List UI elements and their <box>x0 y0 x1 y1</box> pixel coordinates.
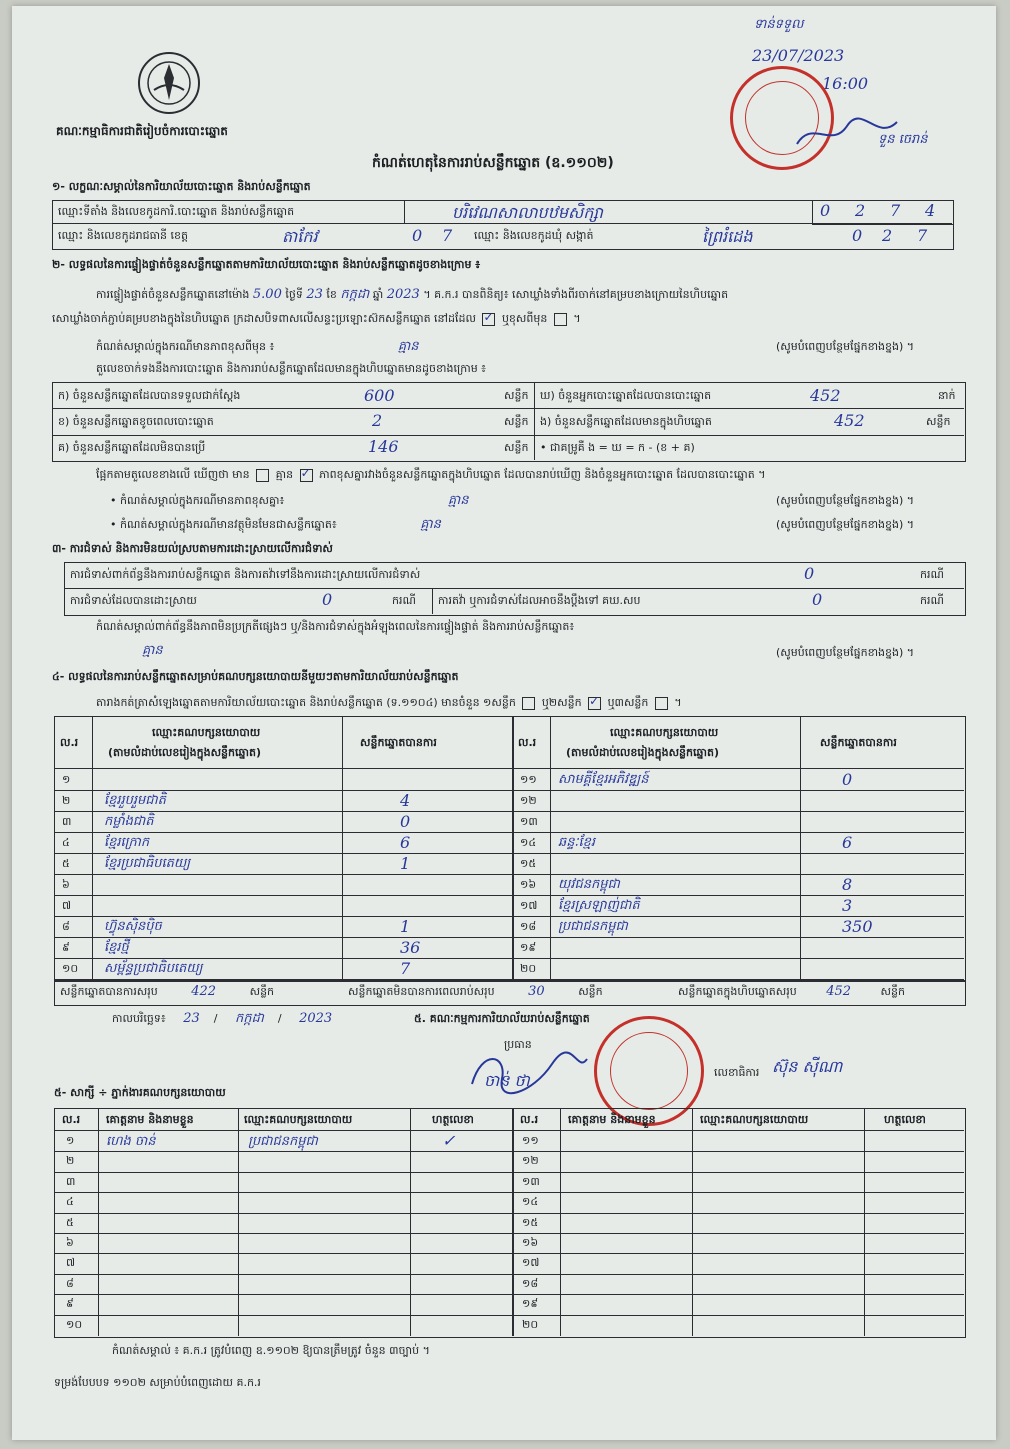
table-row-divider <box>514 895 964 896</box>
table-row-divider <box>514 1172 964 1173</box>
section4-heading: ៤- លទ្ធផលនៃការរាប់សន្លឹកឆ្នោតសម្រាប់គណបក្សនយោបាយនីមួយៗតាមការិយាល័យរាប់សន្លឹកឆ្នោត <box>52 670 459 683</box>
difference-note-line: កំណត់សម្គាល់ក្នុងករណីមានភាពខុសពីមុន ៖ គ្មាន <box>96 339 419 354</box>
table-row-divider <box>514 1192 964 1193</box>
row-number: ១៤ <box>520 836 537 849</box>
received-ballots-label: ក) ចំនួនសន្លឹកឆ្នោតដែលបានទទួលជាក់ស្ដែង <box>58 389 241 402</box>
party-name: សាមគ្គីខ្មែរអភិវឌ្ឍន៍ <box>558 772 649 787</box>
row-number: ៥ <box>62 857 70 870</box>
commission-name: គណៈកម្មាធិការជាតិរៀបចំការបោះឆ្នោត <box>56 124 228 138</box>
witness-table <box>54 1108 966 1338</box>
table-row-divider <box>54 874 512 875</box>
row-number: ១៤ <box>522 1195 539 1209</box>
irregularity-value: គ្មាន <box>142 643 163 658</box>
table-row-divider <box>514 1253 964 1254</box>
voters-label: ឃ) ចំនួនអ្នកបោះឆ្នោតដែលបានបោះឆ្នោត <box>540 389 712 402</box>
party-votes: 3 <box>842 896 853 915</box>
received-time: 16:00 <box>822 74 869 93</box>
spoiled-ballots-value: 2 <box>372 411 383 430</box>
form-code: ទម្រង់បែបបទ ១១០២ សម្រាប់បំពេញដោយ គ.ក.រ <box>54 1376 261 1389</box>
row-number: ៦ <box>66 1236 74 1249</box>
party-name: កម្លាំងជាតិ <box>104 814 154 829</box>
table-row-divider <box>54 958 512 959</box>
section3-heading: ៣- ការជំទាស់ និងការមិនយល់ស្របតាមការដោះស្រាយលើការជំទាស់ <box>52 542 333 555</box>
row-number: ១៩ <box>522 1297 539 1311</box>
party-votes: 7 <box>400 959 411 978</box>
province-value: តាកែវ <box>282 227 318 246</box>
table-row-divider <box>54 1213 512 1214</box>
table-row-divider <box>514 853 964 854</box>
total-valid: សន្លឹកឆ្នោតបានការសរុប 422 សន្លឹក <box>60 984 275 999</box>
received-note: ទាន់ទទួល <box>754 17 804 32</box>
row-number: ៨ <box>62 920 70 933</box>
commune-code-1: 2 <box>882 226 893 245</box>
table-row-divider <box>54 1294 512 1295</box>
polling-station-value: បរិវេណសាលាបឋមសិក្សា <box>452 203 604 222</box>
party-name: ហ៊្វុនស៊ិនប៉ិច <box>104 919 162 934</box>
three-sheets-checkbox[interactable] <box>655 697 668 710</box>
compare-line: ផ្អែកតាមតួលេខខាងលើ ឃើញថា មាន គ្មាន ✓ ភាពខុសគ្នារវាងចំនួនសន្លឹកឆ្នោតក្នុងហិបឆ្នោត ដែលបានរាប់ឃើញ និងចំនួនអ្នកបោះឆ្នោត ដែលបានបោះឆ្នោត ។ <box>96 468 765 482</box>
made-date: កាលបរិច្ឆេទ៖ 23 / កក្កដា / 2023 <box>112 1011 333 1026</box>
party-name: ខ្មែរប្រជាធិបតេយ្យ <box>104 856 191 871</box>
box-ballots-value: 452 <box>834 411 865 430</box>
objections-value: 0 <box>804 564 815 583</box>
party-votes: 0 <box>842 770 853 789</box>
row-number: ៨ <box>66 1276 74 1290</box>
province-code-1: 7 <box>442 226 453 245</box>
chair-signature: ចាន់ ថា <box>484 1071 530 1090</box>
table-row-divider <box>54 790 512 791</box>
row-number: ១០ <box>66 1317 83 1331</box>
row-number: ៦ <box>62 878 70 891</box>
province-label: ឈ្មោះ និងលេខកូដរាជធានី ខេត្ត <box>58 229 188 242</box>
formula: • ជាគម្រូគឺ ង = ឃ = ក - (ខ + គ) <box>540 441 695 454</box>
secretary-label: លេខាធិការ <box>714 1066 760 1079</box>
row-number: ១៧ <box>522 1256 540 1270</box>
row-number: ១ <box>66 1134 75 1147</box>
table-row-divider <box>54 1233 512 1234</box>
commune-code-0: 0 <box>852 226 863 245</box>
party-votes: 8 <box>842 875 853 894</box>
row-number: ១៨ <box>522 1276 539 1290</box>
resolved-value: 0 <box>322 590 333 609</box>
table-row-divider <box>54 1274 512 1275</box>
table-row-divider <box>514 1274 964 1275</box>
table-row-divider <box>514 832 964 833</box>
page-title: កំណត់ហេតុនៃការរាប់សន្លឹកឆ្នោត (ឧ.១១០២) <box>372 155 614 171</box>
row-number: ៣ <box>62 815 72 828</box>
row-number: ៩ <box>62 941 70 954</box>
party-name: ឆន្ទៈខ្មែរ <box>558 835 595 850</box>
no-difference-checkbox[interactable] <box>300 469 313 482</box>
row-number: ១ <box>62 773 71 786</box>
table-row-divider <box>54 937 512 938</box>
table-row-divider <box>54 1192 512 1193</box>
row-number: ៤ <box>66 1195 74 1209</box>
has-difference-checkbox[interactable] <box>256 469 269 482</box>
table-row-divider <box>514 811 964 812</box>
table-row-divider <box>514 1213 964 1214</box>
fill-note-1: (សូមបំពេញបន្ថែមផ្នែកខាងខ្នង) ។ <box>776 340 915 353</box>
section2-heading: ២- លទ្ធផលនៃការផ្ទៀងផ្ទាត់ចំនួនសន្លឹកឆ្នោតតាមការិយាល័យបោះឆ្នោត និងរាប់សន្លឹកឆ្នោតដូចខាងក្រោម ៖ <box>52 258 481 271</box>
row-number: ១៧ <box>520 899 538 912</box>
voters-value: 452 <box>810 386 841 405</box>
witness-signature: ✓ <box>442 1131 456 1150</box>
table-row-divider <box>514 1315 964 1316</box>
table-row-divider <box>514 1151 964 1152</box>
seal-line: សោឃ្លាំងចាក់ភ្ជាប់គម្របខាងក្នុងនៃហិបឆ្នោត ក្រដាសបិទពាសលើសន្ទះប្រឡោះស៊កសន្លឹកឆ្នោត នៅដដែល ✓ ឬខុសពីមុន ។ <box>52 312 581 326</box>
party-votes: 36 <box>400 938 421 957</box>
witness-name: ហេង ចាន់ <box>106 1134 156 1149</box>
party-name: សម្ព័ន្ធប្រជាធិបតេយ្យ <box>104 961 203 976</box>
party-votes: 6 <box>842 833 853 852</box>
commune-value: ព្រៃរំដេង <box>702 227 753 246</box>
commune-code-2: 7 <box>917 226 928 245</box>
one-sheet-checkbox[interactable] <box>522 697 535 710</box>
party-votes: 350 <box>842 917 873 936</box>
irregularity-note: កំណត់សម្គាល់ពាក់ព័ន្ធនឹងភាពមិនប្រក្រតីផ្សេងៗ ឬ/និងការជំទាស់ក្នុងអំឡុងពេលនៃការផ្ទៀងផ្ទាត់ និងការរាប់សន្លឹកឆ្នោត៖ <box>96 620 575 633</box>
party-name: ខ្មែរស្រឡាញ់ជាតិ <box>558 898 640 913</box>
commission-signature-label: ៥. គណៈកម្មការការិយាល័យរាប់សន្លឹកឆ្នោត <box>414 1012 590 1025</box>
party-name: ខ្មែរក្រោក <box>104 835 150 850</box>
note1-line: • កំណត់សម្គាល់ក្នុងករណីមានភាពខុសគ្នា៖ គ្មាន <box>110 493 469 508</box>
province-code-0: 0 <box>412 226 423 245</box>
table-row-divider <box>514 916 964 917</box>
row-number: ៧ <box>62 899 72 912</box>
emblem-icon <box>136 50 202 116</box>
row-number: ២ <box>62 794 71 807</box>
received-ballots-value: 600 <box>364 386 395 405</box>
table-row-divider <box>54 1172 512 1173</box>
commune-label: ឈ្មោះ និងលេខកូដឃុំ សង្កាត់ <box>474 229 594 242</box>
row-number: ១៦ <box>522 1236 539 1249</box>
party-votes: 1 <box>400 854 411 873</box>
party-name: ខ្មែររួបរួមជាតិ <box>104 793 166 808</box>
row-number: ១៣ <box>522 1174 540 1188</box>
table-row-divider <box>514 790 964 791</box>
spoiled-ballots-label: ខ) ចំនួនសន្លឹកឆ្នោតខូចពេលបោះឆ្នោត <box>58 415 214 428</box>
row-number: ១៩ <box>520 941 537 954</box>
table-row-divider <box>54 832 512 833</box>
row-number: ២ <box>66 1154 75 1168</box>
party-votes: 1 <box>400 917 411 936</box>
total-in-box: សន្លឹកឆ្នោតក្នុងហិបឆ្នោតសរុប 452 សន្លឹក <box>678 984 905 999</box>
row-number: ១៨ <box>520 920 537 933</box>
row-number: ១២ <box>522 1154 539 1168</box>
table-row-divider <box>514 1294 964 1295</box>
row-number: ៧ <box>66 1256 76 1270</box>
table-row-divider <box>54 811 512 812</box>
table-row-divider <box>54 1253 512 1254</box>
two-sheets-checkbox[interactable] <box>588 697 601 710</box>
section1-heading: ១- លក្ខណៈសម្គាល់នៃការិយាល័យបោះឆ្នោត និងរាប់សន្លឹកឆ្នោត <box>52 180 311 193</box>
footer-note: កំណត់សម្គាល់ ៖ គ.ក.រ ត្រូវបំពេញ ឧ.១១០២ ឱ្យបានត្រឹមត្រូវ ចំនួន ៣ច្បាប់ ។ <box>112 1344 430 1357</box>
box-ballots-label: ង) ចំនួនសន្លឹកឆ្នោតដែលមានក្នុងហិបឆ្នោត <box>540 415 712 428</box>
unchanged-checkbox[interactable] <box>482 313 495 326</box>
total-invalid: សន្លឹកឆ្នោតមិនបានការពេលរាប់សរុប 30 សន្លឹក <box>348 984 603 999</box>
table-row-divider <box>514 1233 964 1234</box>
unused-ballots-value: 146 <box>368 437 399 456</box>
note2-line: • កំណត់សម្គាល់ក្នុងករណីមានវត្ថុមិនមែនជាសន្លឹកឆ្នោត៖ គ្មាន <box>110 517 441 532</box>
party-votes: 0 <box>400 812 411 831</box>
party-name: ខ្មែរថ្មី <box>104 940 129 955</box>
secretary-signature: ស៊ុន ស៊ីណា <box>772 1057 843 1076</box>
table-row-divider <box>54 895 512 896</box>
party-name: យុវជនកម្ពុជា <box>558 877 620 892</box>
received-initial: ទួន ចេរាន់ <box>878 132 928 147</box>
row-number: ១៣ <box>520 815 538 828</box>
chair-label: ប្រធាន <box>504 1038 532 1051</box>
row-number: ១១ <box>522 1134 539 1147</box>
document-page: ទាន់ទទួល 23/07/2023 16:00 ទួន ចេរាន់ គណៈកម្មាធិការជាតិរៀបចំការបោះឆ្នោត កំណត់ហេតុនៃការរាប់សន្លឹកឆ្នោត (ឧ.១១០២) ១- លក្ខណៈសម្គាល់នៃការិយាល័យបោះឆ្នោត និងរាប់សន្លឹកឆ្នោត ឈ្មោះទីតាំង និងលេខកូដការិ.បោះឆ្នោត និងរាប់សន្លឹកឆ្នោត បរិវេណសាលាបឋមសិក្សា 0 2 7 4 ឈ្មោះ និងលេខកូដរាជធានី ខេត្ត តាកែវ 0 7 ឈ្មោះ និងលេខកូដឃុំ សង្កាត់ ព្រៃរំដេង 0 2 7 ២- លទ្ធផលនៃការផ្ទៀងផ្ទាត់ចំនួនសន្លឹកឆ្នោតតាមការិយាល័យបោះឆ្នោត និងរាប់សន្លឹកឆ្នោតដូចខាងក្រោម ៖ ការផ្ទៀងផ្ទាត់ចំនួនសន្លឹកឆ្នោតនៅម៉ោង 5.00 ថ្ងៃទី 23 ខែ កក្កដា ឆ្នាំ 2023 ។ គ.ក.រ បានពិនិត្យ៖ សោឃ្លាំងទាំងពីរចាក់នៅគម្របខាងក្រោយនៃហិបឆ្នោត សោឃ្លាំងចាក់ភ្ជាប់គម្របខាងក្នុងនៃហិបឆ្នោត ក្រដាសបិទពាសលើសន្ទះប្រឡោះស៊កសន្លឹកឆ្នោត នៅដដែល ✓ ឬខុសពីមុន ។ កំណត់សម្គាល់ក្នុងករណីមានភាពខុសពីមុន ៖ គ្មាន (សូមបំពេញបន្ថែមផ្នែកខាងខ្នង) ។ តួលេខចាក់ទងនឹងការបោះឆ្នោត និងការរាប់សន្លឹកឆ្នោតដែលមានក្នុងហិបឆ្នោតមានដូចខាងក្រោម ៖ ក) ចំនួនសន្លឹកឆ្នោតដែលបានទទួលជាក់ស្ដែង 600 សន្លឹក ខ) ចំនួនសន្លឹកឆ្នោតខូចពេលបោះឆ្នោត 2 សន្លឹក គ) ចំនួនសន្លឹកឆ្នោតដែលមិនបានប្រើ 146 សន្លឹក ឃ) ចំនួនអ្នកបោះឆ្នោតដែលបានបោះឆ្នោត 452 នាក់ ង) ចំនួនសន្លឹកឆ្នោតដែលមានក្នុងហិបឆ្នោត 452 សន្លឹក • ជាគម្រូគឺ ង = ឃ = ក - (ខ + គ) ផ្អែកតាមតួលេខខាងលើ ឃើញថា មាន គ្មាន ✓ ភាពខុសគ្នារវាងចំនួនសន្លឹកឆ្នោតក្នុងហិបឆ្នោត ដែលបានរាប់ឃើញ និងចំនួនអ្នកបោះឆ្នោត ដែលបានបោះឆ្នោត ។ • កំណត់សម្គាល់ក្នុងករណីមានភាពខុសគ្នា៖ គ្មាន (សូមបំពេញបន្ថែមផ្នែកខាងខ្នង) ។ • កំណត់សម្គាល់ក្នុងករណីមានវត្ថុមិនមែនជាសន្លឹកឆ្នោត៖ គ្មាន (សូមបំពេញបន្ថែមផ្នែកខាងខ្នង) ។ ៣- ការជំទាស់ និងការមិនយល់ស្របតាមការដោះស្រាយលើការជំទាស់ ការជំទាស់ពាក់ព័ន្ធនឹងការរាប់សន្លឹកឆ្នោត និងការតវ៉ាទៅនឹងការដោះស្រាយលើការជំទាស់ 0 ករណី ការជំទាស់ដែលបានដោះស្រាយ 0 ករណី ការតវ៉ា ឬការជំទាស់ដែលអាចនឹងប្ដឹងទៅ គឃ.សប 0 ករណី កំណត់សម្គាល់ពាក់ព័ន្ធនឹងភាពមិនប្រក្រតីផ្សេងៗ ឬ/និងការជំទាស់ក្នុងអំឡុងពេលនៃការផ្ទៀងផ្ទាត់ និងការរាប់សន្លឹកឆ្នោត៖ គ្មាន (សូមបំពេញបន្ថែមផ្នែកខាងខ្នង) ។ ៤- លទ្ធផលនៃការរាប់សន្លឹកឆ្នោតសម្រាប់គណបក្សនយោបាយនីមួយៗតាមការិយាល័យរាប់សន្លឹកឆ្នោត តារាងកត់ត្រាសំឡេងឆ្នោតតាមការិយាល័យបោះឆ្នោត និងរាប់សន្លឹកឆ្នោត (ទ.១១០៤) មានចំនួន ១សន្លឹក ឬ២សន្លឹក ✓ ឬ៣សន្លឹក ។ ល.រ ឈ្មោះគណបក្សនយោបាយ (តាមលំដាប់លេខរៀងក្នុងសន្លឹកឆ្នោត) សន្លឹកឆ្នោតបានការ ល.រ ឈ្មោះគណបក្សនយោបាយ (តាមលំដាប់លេខរៀងក្នុងសន្លឹកឆ្នោត) សន្លឹកឆ្នោតបានការ ១ ២ ខ្មែររួបរួមជាតិ 4 ៣ កម្លាំងជាតិ 0 ៤ ខ្មែរក្រោក 6 ៥ ខ្មែរប្រជាធិបតេយ្យ 1 ៦ ៧ ៨ ហ៊្វុនស៊ិនប៉ិច 1 ៩ ខ្មែរថ្មី 36 ១០ សម្ព័ន្ធប្រជាធិបតេយ្យ 7 ១១ សាមគ្គីខ្មែរអភិវឌ្ឍន៍ 0 ១២ ១៣ ១៤ ឆន្ទៈខ្មែរ 6 ១៥ ១៦ យុវជនកម្ពុជា 8 ១៧ ខ្មែរស្រឡាញ់ជាតិ 3 ១៨ ប្រជាជនកម្ពុជា 350 ១៩ ២០ សន្លឹកឆ្នោតបានការសរុប 422 សន្លឹក សន្លឹកឆ្នោតមិនបានការពេលរាប់សរុប 30 សន្លឹក សន្លឹកឆ្នោតក្នុងហិបឆ្នោតសរុប 452 សន្លឹក កាលបរិច្ឆេទ៖ 23 / កក្កដា / 2023 ៥. គណៈកម្មការការិយាល័យរាប់សន្លឹកឆ្នោត ប្រធាន ចាន់ ថា លេខាធិការ ស៊ុន ស៊ីណា ៥- សាក្សី ÷ ភ្នាក់ងារគណបក្សនយោបាយ ល.រ គោត្តនាម និងនាមខ្លួន ឈ្មោះគណបក្សនយោបាយ ហត្ថលេខា ល.រ គោត្តនាម និងនាមខ្លួន ឈ្មោះគណបក្សនយោបាយ ហត្ថលេខា ១ ហេង ចាន់ ប្រជាជនកម្ពុជា ✓ ២ ៣ ៤ ៥ ៦ ៧ ៨ ៩ ១០ ១១ ១២ ១៣ ១៤ ១៥ ១៦ ១៧ ១៨ ១៩ ២០ កំណត់សម្គាល់ ៖ គ.ក.រ ត្រូវបំពេញ ឧ.១១០២ ឱ្យបានត្រឹមត្រូវ ចំនួន ៣ច្បាប់ ។ ទម្រង់បែបបទ ១១០២ សម្រាប់បំពេញដោយ គ.ក.រ <box>12 6 996 1440</box>
appeals-value: 0 <box>812 590 823 609</box>
row-number: ២០ <box>522 1317 539 1331</box>
witness-party: ប្រជាជនកម្ពុជា <box>248 1134 318 1149</box>
row-number: ៥ <box>66 1215 74 1229</box>
row-number: ១១ <box>520 773 537 786</box>
unused-ballots-label: គ) ចំនួនសន្លឹកឆ្នោតដែលមិនបានប្រើ <box>58 441 206 454</box>
row-number: ៤ <box>62 836 70 849</box>
section5-heading: ៥- សាក្សី ÷ ភ្នាក់ងារគណបក្សនយោបាយ <box>54 1086 226 1099</box>
party-name: ប្រជាជនកម្ពុជា <box>558 919 628 934</box>
table-row-divider <box>514 937 964 938</box>
tally-sheets-line: តារាងកត់ត្រាសំឡេងឆ្នោតតាមការិយាល័យបោះឆ្នោត និងរាប់សន្លឹកឆ្នោត (ទ.១១០៤) មានចំនួន ១សន្លឹក ឬ២សន្លឹក ✓ ឬ៣សន្លឹក ។ <box>96 696 682 710</box>
row-number: ១២ <box>520 794 537 807</box>
party-votes: 4 <box>400 791 411 810</box>
table-row-divider <box>514 958 964 959</box>
table-row-divider <box>514 874 964 875</box>
verify-line: ការផ្ទៀងផ្ទាត់ចំនួនសន្លឹកឆ្នោតនៅម៉ោង 5.00 ថ្ងៃទី 23 ខែ កក្កដា ឆ្នាំ 2023 ។ គ.ក.រ បានពិនិត្យ៖ សោឃ្លាំងទាំងពីរចាក់នៅគម្របខាងក្រោយនៃហិបឆ្នោត <box>96 287 729 302</box>
figures-line: តួលេខចាក់ទងនឹងការបោះឆ្នោត និងការរាប់សន្លឹកឆ្នោតដែលមានក្នុងហិបឆ្នោតមានដូចខាងក្រោម ៖ <box>96 362 487 375</box>
table-row-divider <box>54 916 512 917</box>
row-number: ១៦ <box>520 878 537 891</box>
row-number: ១៥ <box>522 1215 539 1229</box>
row-number: ៣ <box>66 1174 76 1188</box>
top-signature <box>792 114 902 154</box>
polling-station-label: ឈ្មោះទីតាំង និងលេខកូដការិ.បោះឆ្នោត និងរាប់សន្លឹកឆ្នោត <box>58 205 295 218</box>
row-number: ២០ <box>520 962 537 975</box>
party-votes: 6 <box>400 833 411 852</box>
received-date: 23/07/2023 <box>752 46 845 65</box>
table-row-divider <box>54 1315 512 1316</box>
changed-checkbox[interactable] <box>554 313 567 326</box>
row-number: ៩ <box>66 1297 74 1311</box>
row-number: ១៥ <box>520 857 537 870</box>
table-row-divider <box>54 853 512 854</box>
row-number: ១០ <box>62 962 79 975</box>
